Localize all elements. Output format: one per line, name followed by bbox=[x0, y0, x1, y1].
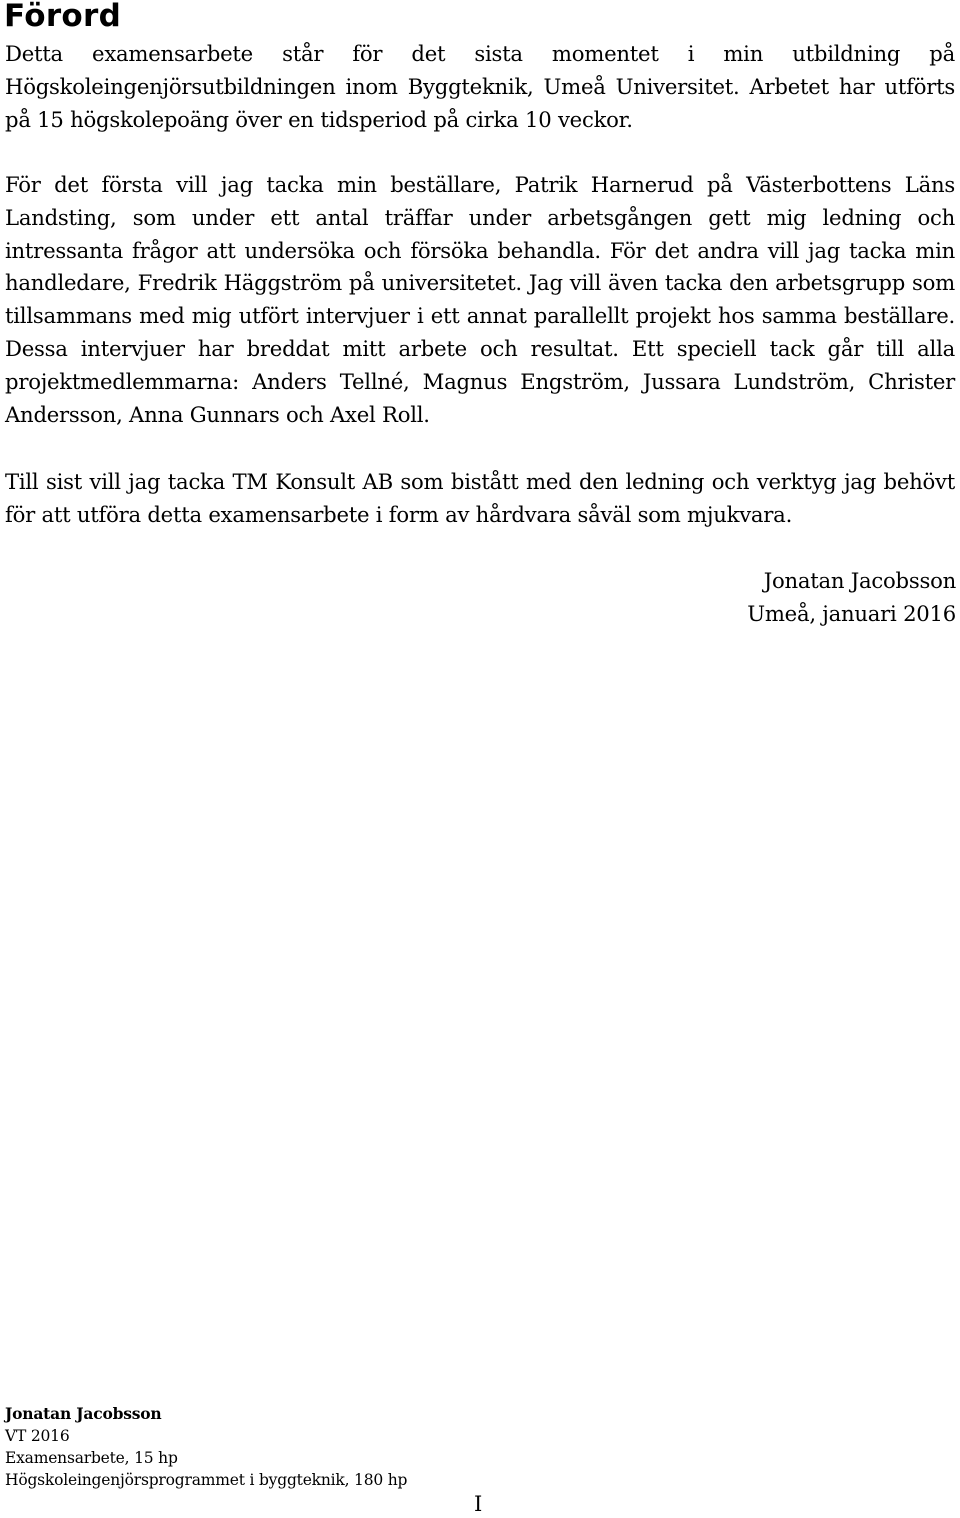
footer-programme: Högskoleingenjörsprogrammet i byggteknik, 180 hp bbox=[5, 1471, 408, 1489]
footer-course: Examensarbete, 15 hp bbox=[5, 1449, 178, 1467]
paragraph-closing: Till sist vill jag tacka TM Konsult AB som bistått med den ledning och verktyg jag behövt för att utföra detta examensarbete i form av hårdvara såväl som mjukvara. bbox=[5, 469, 955, 527]
paragraph-intro: Detta examensarbete står för det sista momentet i min utbildning på Högskoleingenjörsutbildningen inom Byggteknik, Umeå Universitet. Arbetet har utförts på 15 högskolepoäng över en tidsperiod på cirka 10 veckor. bbox=[5, 41, 955, 132]
paragraph-acknowledgements: För det första vill jag tacka min beställare, Patrik Harnerud på Västerbottens Läns Landsting, som under ett antal träffar under arbetsgången gett mig ledning och intressanta frågor att undersöka och försöka behandla. För det andra vill jag tacka min handledare, Fredrik Häggström på universitetet. Jag vill även tacka den arbetsgrupp som tillsammans med mig utfört intervjuer i ett annat parallellt projekt hos samma beställare. Dessa intervjuer har breddat mitt arbete och resultat. Ett speciell tack går till alla projektmedlemmarna: Anders Tellné, Magnus Engström, Jussara Lundström, Christer Andersson, Anna Gunnars och Axel Roll. bbox=[5, 172, 955, 427]
footer-author: Jonatan Jacobsson bbox=[5, 1404, 162, 1423]
page-title: Förord bbox=[4, 0, 122, 34]
signature-name: Jonatan Jacobsson bbox=[763, 568, 956, 593]
footer-term: VT 2016 bbox=[5, 1427, 70, 1445]
footer-info bbox=[5, 1403, 407, 1491]
page-number: I bbox=[474, 1492, 483, 1516]
signature-place-date: Umeå, januari 2016 bbox=[747, 601, 956, 626]
